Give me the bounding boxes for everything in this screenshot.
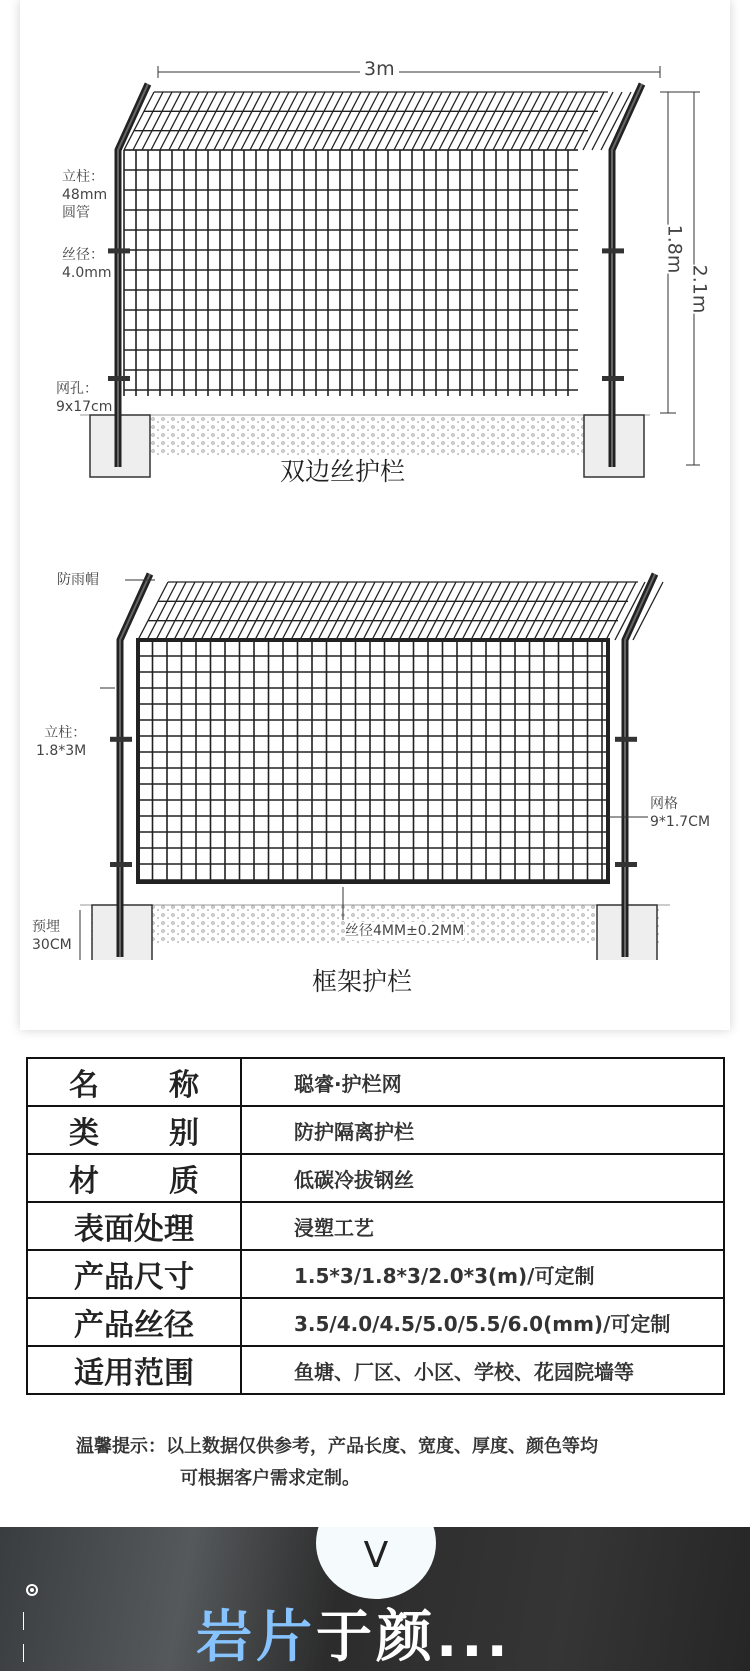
top-wire bbox=[268, 92, 298, 150]
top-wire bbox=[403, 92, 433, 150]
top-wire bbox=[390, 582, 420, 640]
top-wire bbox=[183, 582, 213, 640]
top-wire bbox=[538, 92, 568, 150]
top-wire bbox=[259, 92, 289, 150]
top-wire bbox=[228, 582, 258, 640]
top-wire bbox=[147, 582, 177, 640]
label-embed: 预埋 30CM bbox=[32, 919, 72, 953]
label-wire-diameter: 丝径4MM±0.2MM bbox=[345, 923, 465, 939]
spec-key-text: 类 bbox=[69, 1116, 99, 1151]
top-wire bbox=[327, 582, 357, 640]
spec-key bbox=[27, 1106, 241, 1154]
top-wire bbox=[385, 92, 415, 150]
spec-key-text: 表面处理 bbox=[74, 1212, 194, 1247]
top-wire bbox=[493, 92, 523, 150]
top-wire bbox=[457, 92, 487, 150]
top-wire bbox=[507, 582, 537, 640]
top-wire bbox=[250, 92, 280, 150]
top-wire bbox=[363, 582, 393, 640]
top-wire bbox=[430, 92, 460, 150]
top-wire bbox=[340, 92, 370, 150]
top-wire bbox=[205, 92, 235, 150]
label-mesh-hole: 网孔： 9x17cm bbox=[56, 381, 113, 415]
top-wire bbox=[192, 582, 222, 640]
top-wire bbox=[552, 582, 582, 640]
top-wire bbox=[223, 92, 253, 150]
fence-post-highlight bbox=[120, 574, 150, 957]
top-wire bbox=[354, 582, 384, 640]
label-wire: 丝径： 4.0mm bbox=[62, 247, 112, 281]
top-wire bbox=[435, 582, 465, 640]
top-wire bbox=[426, 582, 456, 640]
top-wire bbox=[408, 582, 438, 640]
top-wire bbox=[255, 582, 285, 640]
top-wire bbox=[574, 92, 604, 150]
top-wire bbox=[376, 92, 406, 150]
spec-row bbox=[27, 1250, 724, 1298]
spec-key bbox=[27, 1346, 241, 1394]
top-wire bbox=[151, 92, 181, 150]
top-wire bbox=[214, 92, 244, 150]
top-wire bbox=[160, 92, 190, 150]
title-blue: 岩片 bbox=[196, 1605, 316, 1670]
top-wire bbox=[462, 582, 492, 640]
top-wire bbox=[480, 582, 510, 640]
top-wire bbox=[421, 92, 451, 150]
top-wire bbox=[291, 582, 321, 640]
top-wire bbox=[264, 582, 294, 640]
spec-key-text: 材 bbox=[69, 1164, 99, 1199]
dim-height-mesh: 1.8m bbox=[663, 224, 686, 274]
top-wire bbox=[187, 92, 217, 150]
post-clamp bbox=[615, 737, 637, 742]
top-wire bbox=[201, 582, 231, 640]
top-wire bbox=[484, 92, 514, 150]
top-wire bbox=[331, 92, 361, 150]
top-wire bbox=[516, 582, 546, 640]
top-wire bbox=[372, 582, 402, 640]
spec-table bbox=[26, 1057, 725, 1395]
spec-row bbox=[27, 1106, 724, 1154]
top-wire bbox=[219, 582, 249, 640]
top-wire bbox=[304, 92, 334, 150]
post-clamp bbox=[602, 376, 624, 381]
top-wire bbox=[241, 92, 271, 150]
top-wire bbox=[178, 92, 208, 150]
top-wire bbox=[286, 92, 316, 150]
spec-key-text: 称 bbox=[169, 1068, 199, 1103]
post-clamp bbox=[110, 737, 132, 742]
top-wire bbox=[561, 582, 591, 640]
spec-key bbox=[27, 1058, 241, 1106]
label-post: 立柱： 48mm 圆管 bbox=[62, 169, 108, 221]
spec-value: 聪睿·护栏网 bbox=[241, 1058, 724, 1106]
top-wire bbox=[583, 92, 613, 150]
spec-key bbox=[27, 1250, 241, 1298]
spec-key-text: 产品丝径 bbox=[74, 1308, 194, 1343]
spec-value: 低碳冷拔钢丝 bbox=[241, 1154, 724, 1202]
top-wire bbox=[511, 92, 541, 150]
top-wire bbox=[237, 582, 267, 640]
label-grid: 网格 9*1.7CM bbox=[650, 796, 711, 830]
top-wire bbox=[282, 582, 312, 640]
top-wire bbox=[358, 92, 388, 150]
top-wire bbox=[336, 582, 366, 640]
top-wire bbox=[534, 582, 564, 640]
spec-value: 防护隔离护栏 bbox=[241, 1106, 724, 1154]
ring-icon bbox=[26, 1584, 38, 1596]
top-wire bbox=[453, 582, 483, 640]
divider-tick bbox=[23, 1644, 24, 1662]
top-wire bbox=[142, 92, 172, 150]
mesh-frame bbox=[138, 640, 608, 882]
spec-key-text: 名 bbox=[69, 1068, 99, 1103]
top-wire bbox=[210, 582, 240, 640]
title-white: 于颜... bbox=[316, 1605, 512, 1670]
spec-row bbox=[27, 1346, 724, 1394]
top-wire bbox=[529, 92, 559, 150]
section-header bbox=[0, 1527, 750, 1671]
dim-width: 3m bbox=[360, 60, 399, 78]
top-wire bbox=[448, 92, 478, 150]
top-wire bbox=[439, 92, 469, 150]
spec-key bbox=[27, 1202, 241, 1250]
top-wire bbox=[412, 92, 442, 150]
top-wire bbox=[570, 582, 600, 640]
gravel bbox=[90, 415, 640, 455]
top-wire bbox=[381, 582, 411, 640]
spec-row bbox=[27, 1202, 724, 1250]
top-wire bbox=[394, 92, 424, 150]
top-wire bbox=[520, 92, 550, 150]
spec-row bbox=[27, 1298, 724, 1346]
top-wire bbox=[547, 92, 577, 150]
section-title bbox=[196, 1605, 512, 1670]
top-wire bbox=[502, 92, 532, 150]
top-wire bbox=[309, 582, 339, 640]
top-wire bbox=[565, 92, 595, 150]
top-wire bbox=[475, 92, 505, 150]
spec-value: 1.5*3/1.8*3/2.0*3(m)/可定制 bbox=[241, 1250, 724, 1298]
dim-height-total: 2.1m bbox=[688, 264, 711, 314]
note-line2: 可根据客户需求定制。 bbox=[180, 1468, 360, 1489]
post-clamp bbox=[615, 862, 637, 867]
top-wire bbox=[588, 582, 618, 640]
top-wire bbox=[471, 582, 501, 640]
top-wire bbox=[597, 582, 627, 640]
top-wire bbox=[156, 582, 186, 640]
top-wire bbox=[556, 92, 586, 150]
spec-row bbox=[27, 1058, 724, 1106]
spec-key-text: 产品尺寸 bbox=[74, 1260, 194, 1295]
fence-post-highlight bbox=[625, 574, 655, 957]
top-wire bbox=[295, 92, 325, 150]
top-wire bbox=[543, 582, 573, 640]
spec-key-text: 适用范围 bbox=[74, 1356, 194, 1391]
diagram2-title: 框架护栏 bbox=[312, 967, 413, 996]
top-wire bbox=[498, 582, 528, 640]
post-clamp bbox=[110, 862, 132, 867]
top-wire bbox=[417, 582, 447, 640]
top-wire bbox=[300, 582, 330, 640]
top-wire bbox=[196, 92, 226, 150]
badge-letter: V bbox=[363, 1535, 389, 1576]
diagram1-title: 双边丝护栏 bbox=[280, 457, 406, 486]
top-wire bbox=[399, 582, 429, 640]
top-wire bbox=[165, 582, 195, 640]
spec-key-text: 质 bbox=[169, 1164, 199, 1199]
top-wire bbox=[313, 92, 343, 150]
spec-value: 鱼塘、厂区、小区、学校、花园院墙等 bbox=[241, 1346, 724, 1394]
top-wire bbox=[489, 582, 519, 640]
spec-key bbox=[27, 1298, 241, 1346]
top-wire bbox=[367, 92, 397, 150]
spec-row bbox=[27, 1154, 724, 1202]
frame-fence-diagram bbox=[0, 560, 750, 960]
top-wire bbox=[273, 582, 303, 640]
top-wire bbox=[579, 582, 609, 640]
top-wire bbox=[246, 582, 276, 640]
spec-value: 浸塑工艺 bbox=[241, 1202, 724, 1250]
top-wire bbox=[277, 92, 307, 150]
top-wire bbox=[322, 92, 352, 150]
top-wire bbox=[444, 582, 474, 640]
top-wire bbox=[345, 582, 375, 640]
top-wire bbox=[169, 92, 199, 150]
spec-key bbox=[27, 1154, 241, 1202]
spec-key-text: 别 bbox=[169, 1116, 199, 1151]
label-rain-cap: 防雨帽 bbox=[57, 572, 99, 588]
note-line1: 温馨提示：以上数据仅供参考，产品长度、宽度、厚度、颜色等均 bbox=[76, 1436, 598, 1457]
top-wire bbox=[318, 582, 348, 640]
top-wire bbox=[466, 92, 496, 150]
top-wire bbox=[174, 582, 204, 640]
fence-post-highlight bbox=[118, 84, 148, 467]
top-wire bbox=[349, 92, 379, 150]
spec-value: 3.5/4.0/4.5/5.0/5.5/6.0(mm)/可定制 bbox=[241, 1298, 724, 1346]
fence-post-highlight bbox=[612, 84, 642, 467]
label-post: 立柱： 1.8*3M bbox=[36, 725, 87, 759]
top-wire bbox=[525, 582, 555, 640]
top-wire bbox=[232, 92, 262, 150]
section-badge bbox=[316, 1527, 436, 1599]
post-clamp bbox=[602, 248, 624, 253]
divider-tick bbox=[23, 1612, 24, 1630]
